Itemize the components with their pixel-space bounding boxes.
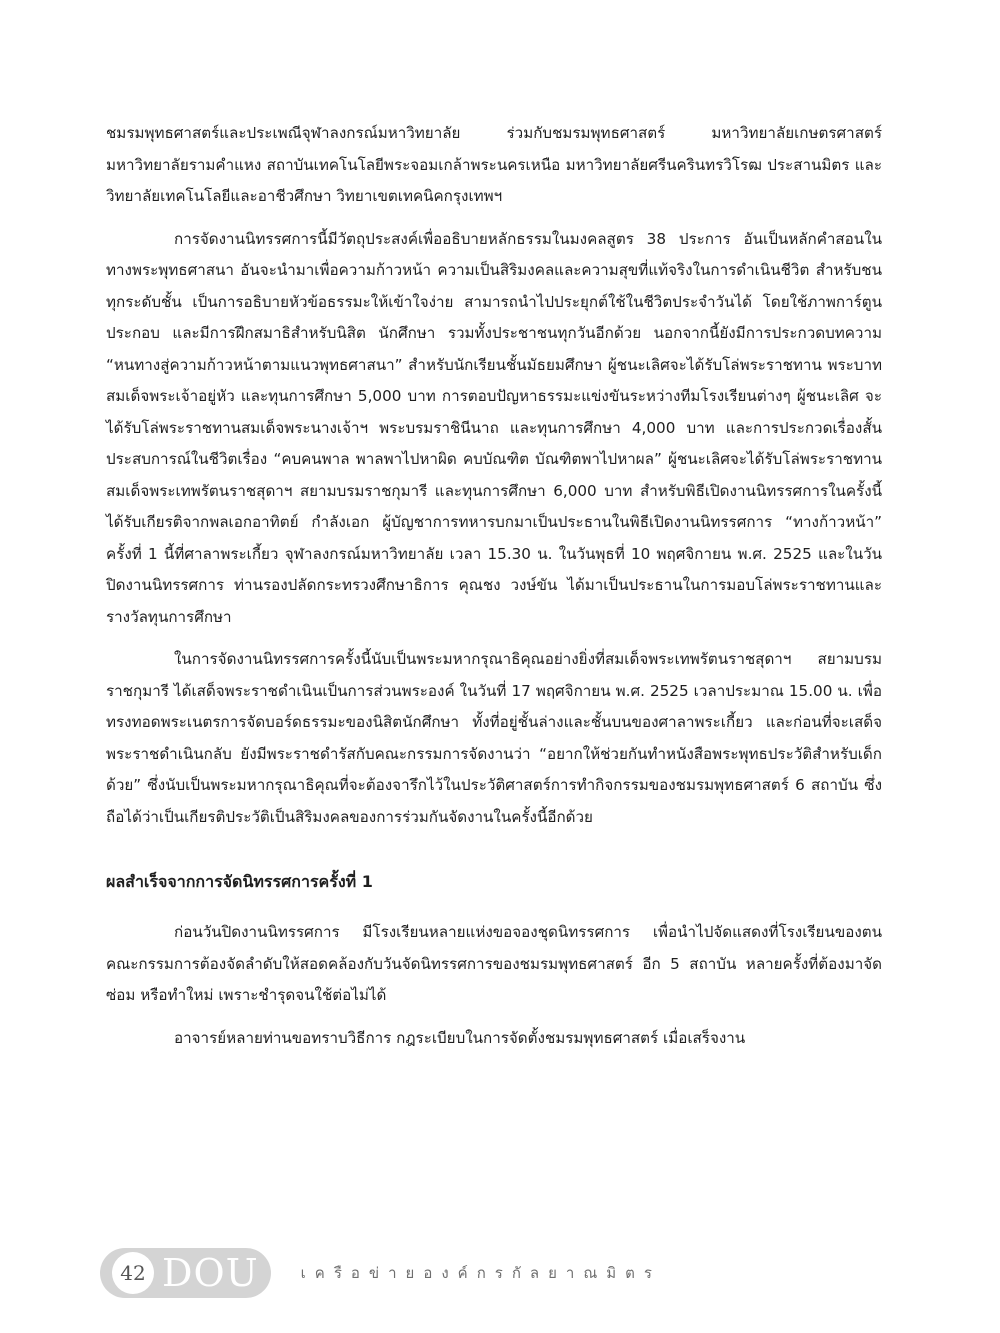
paragraph-school-requests: ก่อนวันปิดงานนิทรรศการ มีโรงเรียนหลายแห่งขอจองชุดนิทรรศการ เพื่อนำไปจัดแสดงที่โรงเรียนของตน คณะกรรมการต้องจัดลำดับให้สอดคล้องกับวันจัดนิทรรศการของชมรมพุทธศาสตร์ อีก 5 สถาบัน หลายครั้งที่ต้องมาจัดซ่อม หรือทำใหม่ เพราะชำรุดจนใช้ต่อไม่ได้ [106,923,882,1004]
section-heading: ผลสำเร็จจากการจัดนิทรรศการครั้งที่ 1 [106,872,373,891]
page-body [106,118,882,1065]
paragraph-royal-visit: ในการจัดงานนิทรรศการครั้งนี้นับเป็นพระมหากรุณาธิคุณอย่างยิ่งที่สมเด็จพระเทพรัตนราชสุดาฯ สยามบรมราชกุมารี ได้เสด็จพระราชดำเนินเป็นการส่วนพระองค์ ในวันที่ 17 พฤศจิกายน พ.ศ. 2525 เวลาประมาณ 15.00 น. เพื่อทรงทอดพระเนตรการจัดบอร์ดธรรมะของนิสิตนักศึกษา ทั้งที่อยู่ชั้นล่างและชั้นบนของศาลาพระเกี้ยว และก่อนที่จะเสด็จพระราชดำเนินกลับ ยังมีพระราชดำรัสกับคณะกรรมการจัดงานว่า “อยากให้ช่วยกันทำหนังสือพระพุทธประวัติสำหรับเด็กด้วย” ซึ่งนับเป็นพระมหากรุณาธิคุณที่จะต้องจารึกไว้ในประวัติศาสตร์การทำกิจกรรมของชมรมพุทธศาสตร์ 6 สถาบัน ซึ่งถือได้ว่าเป็นเกียรติประวัติเป็นสิริมงคลของการร่วมกันจัดงานในครั้งนี้อีกด้วย [106,650,882,826]
paragraph-teacher-requests: อาจารย์หลายท่านขอทราบวิธีการ กฎระเบียบในการจัดตั้งชมรมพุทธศาสตร์ เมื่อเสร็จงาน [174,1028,746,1047]
page-footer [100,1248,661,1298]
paragraph-exhibition-purpose: การจัดงานนิทรรศการนี้มีวัตถุประสงค์เพื่ออธิบายหลักธรรมในมงคลสูตร 38 ประการ อันเป็นหลักคำสอนในทางพระพุทธศาสนา อันจะนำมาเพื่อความก้าวหน้า ความเป็นสิริมงคลและความสุขที่แท้จริงในการดำเนินชีวิต สำหรับชนทุกระดับชั้น เป็นการอธิบายหัวข้อธรรมะให้เข้าใจง่าย สามารถนำไปประยุกต์ใช้ในชีวิตประจำวันได้ โดยใช้ภาพการ์ตูนประกอบ และมีการฝึกสมาธิสำหรับนิสิต นักศึกษา รวมทั้งประชาชนทุกวันอีกด้วย นอกจากนี้ยังมีการประกวดบทความ “หนทางสู่ความก้าวหน้าตามแนวพุทธศาสนา” สำหรับนักเรียนชั้นมัธยมศึกษา ผู้ชนะเลิศจะได้รับโล่พระราชทาน พระบาทสมเด็จพระเจ้าอยู่หัว และทุนการศึกษา 5,000 บาท การตอบปัญหาธรรมะแข่งขันระหว่างทีมโรงเรียนต่างๆ ผู้ชนะเลิศ จะได้รับโล่พระราชทานสมเด็จพระนางเจ้าฯ พระบรมราชินีนาถ และทุนการศึกษา 4,000 บาท และการประกวดเรื่องสั้น ประสบการณ์ในชีวิตเรื่อง “คบคนพาล พาลพาไปหาผิด คบบัณฑิต บัณฑิตพาไปหาผล” ผู้ชนะเลิศจะได้รับโล่พระราชทานสมเด็จพระเทพรัตนราชสุดาฯ สยามบรมราชกุมารี และทุนการศึกษา 6,000 บาท สำหรับพิธีเปิดงานนิทรรศการในครั้งนี้ได้รับเกียรติจากพลเอกอาทิตย์ กำลังเอก ผู้บัญชาการทหารบกมาเป็นประธานในพิธีเปิดงานนิทรรศการ “ทางก้าวหน้า” ครั้งที่ 1 นี้ที่ศาลาพระเกี้ยว จุฬาลงกรณ์มหาวิทยาลัย เวลา 15.30 น. ในวันพุธที่ 10 พฤศจิกายน พ.ศ. 2525 และในวันปิดงานนิทรรศการ ท่านรองปลัดกระทรวงศึกษาธิการ คุณชง วงษ์ขัน ได้มาเป็นประธานในการมอบโล่พระราชทานและรางวัลทุนการศึกษา [106,229,882,626]
page-number: 42 [112,1252,154,1294]
paragraph-intro: ชมรมพุทธศาสตร์และประเพณีจุฬาลงกรณ์มหาวิทยาลัย ร่วมกับชมรมพุทธศาสตร์ มหาวิทยาลัยเกษตรศาสตร์ มหาวิทยาลัยรามคำแหง สถาบันเทคโนโลยีพระจอมเกล้าพระนครเหนือ มหาวิทยาลัยศรีนครินทรวิโรฒ ประสานมิตร และวิทยาลัยเทคโนโลยีและอาชีวศึกษา วิทยาเขตเทคนิคกรุงเทพฯ [106,124,882,205]
network-caption: เครือข่ายองค์กรกัลยาณมิตร [300,1264,661,1282]
footer-badge [100,1248,271,1298]
dou-logo: DOU [162,1251,259,1295]
